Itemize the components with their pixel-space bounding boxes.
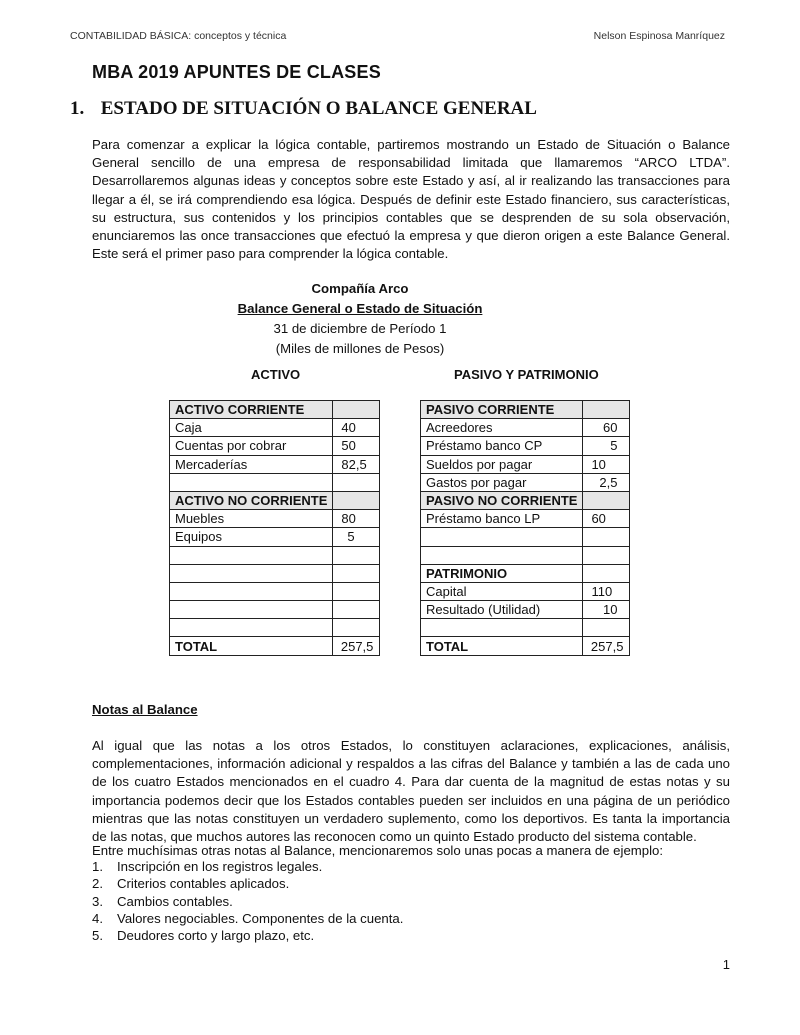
balance-title: Balance General o Estado de Situación [237,301,483,316]
row-value: 40 [333,419,380,437]
table-row [421,473,630,491]
running-header-right: Nelson Espinosa Manríquez [593,30,725,42]
section-title: ESTADO DE SITUACIÓN O BALANCE GENERAL [100,98,537,119]
row-label: Equipos [170,528,333,546]
assets-heading: ACTIVO [251,367,301,382]
table-row [421,491,630,509]
row-value: 60 [583,510,630,528]
row-label: Préstamo banco CP [421,437,583,455]
table-row [170,455,380,473]
notes-heading: Notas al Balance [92,702,198,717]
equity-header: PATRIMONIO [421,564,583,582]
running-header-left: CONTABILIDAD BÁSICA: conceptos y técnica [70,30,287,42]
table-row [421,528,630,546]
table-row [421,546,630,564]
row-value: 10 [583,455,630,473]
row-value: 2,5 [583,473,630,491]
row-label: Gastos por pagar [421,473,583,491]
assets-total-value: 257,5 [333,637,380,655]
liabilities-table [420,400,630,656]
list-item: 2. Criterios contables aplicados. [92,876,290,892]
table-row [421,564,630,582]
row-value: 110 [583,582,630,600]
section-heading [70,98,537,120]
table-row [170,528,380,546]
assets-total-label: TOTAL [170,637,333,655]
table-row [170,401,380,419]
row-value: 60 [583,419,630,437]
page-number: 1 [722,957,730,972]
row-value: 82,5 [333,455,380,473]
table-row [170,437,380,455]
section-number: 1. [70,98,85,119]
liabilities-heading: PASIVO Y PATRIMONIO [454,367,599,382]
document-title: MBA 2019 APUNTES DE CLASES [92,62,381,82]
row-label: Resultado (Utilidad) [421,601,583,619]
row-value: 50 [333,437,380,455]
table-row [170,491,380,509]
row-label: Caja [170,419,333,437]
assets-current-header: ACTIVO CORRIENTE [170,401,333,419]
liabilities-total-value: 257,5 [583,637,630,655]
notes-paragraph: Al igual que las notas a los otros Estados, lo constituyen aclaraciones, explicaciones, análisis, complementaciones, información adicional y respaldos a las cifras del Balance y también a las de cada uno de los cuatro Estados mencionados en el cuadro 4. Para dar cuenta de la magnitud de estas notas y su importancia podemos decir que los Estados contables pueden ser incluidos en una página de un periódico mientras que las notas constituyen un verdadero suplemento, como los deportivos. Es tanta la importancia de las notas, que muchos autores las reconocen como un quinto Estado producto del sistema contable. [92,738,730,845]
liabilities-noncurrent-header: PASIVO NO CORRIENTE [421,491,583,509]
row-label: Sueldos por pagar [421,455,583,473]
row-value: 5 [583,437,630,455]
list-item: 4. Valores negociables. Componentes de la cuenta. [92,910,404,926]
table-row [170,510,380,528]
row-label: Mercaderías [170,455,333,473]
company-name: Compañía Arco [311,281,409,296]
liabilities-current-header: PASIVO CORRIENTE [421,401,583,419]
table-row [170,473,380,491]
notes-list [92,858,403,944]
table-row [170,564,380,582]
list-item: 1. Inscripción en los registros legales. [92,859,323,874]
table-row [170,619,380,637]
balance-date: 31 de diciembre de Período 1 [273,321,447,336]
balance-caption [0,279,720,359]
table-row [170,637,380,655]
table-row [170,546,380,564]
list-item: 5. Deudores corto y largo plazo, etc. [92,928,315,944]
table-row [421,419,630,437]
intro-paragraph: Para comenzar a explicar la lógica contable, partiremos mostrando un Estado de Situación o Balance General sencillo de una empresa de responsabilidad limitada que llamaremos “ARCO LTDA”. Desarrollaremos algunas ideas y conceptos sobre este Estado y así, al ir realizando las transacciones para llegar a él, se irá comprendiendo esa lógica. Después de definir este Estado financiero, sus características, su estructura, sus contenidos y los principios contables que se desprenden de su sola observación, enunciaremos las once transacciones que efectuó la empresa y que dieron origen a este Balance General. Este será el primer paso para comprender la lógica contable. [92,137,730,262]
assets-noncurrent-header: ACTIVO NO CORRIENTE [170,491,333,509]
table-row [421,401,630,419]
liabilities-total-label: TOTAL [421,637,583,655]
table-row [421,582,630,600]
row-value: 10 [583,601,630,619]
row-label: Acreedores [421,419,583,437]
table-row [421,455,630,473]
notes-intro: Entre muchísimas otras notas al Balance, mencionaremos solo unas pocas a manera de ejemplo: [92,843,664,858]
table-row [421,619,630,637]
assets-table [169,400,380,656]
row-label: Préstamo banco LP [421,510,583,528]
table-row [170,582,380,600]
table-row [421,601,630,619]
row-value: 5 [333,528,380,546]
balance-units: (Miles de millones de Pesos) [275,341,445,356]
row-label: Muebles [170,510,333,528]
table-row [421,637,630,655]
table-row [170,601,380,619]
list-item: 3. Cambios contables. [92,893,233,909]
row-label: Cuentas por cobrar [170,437,333,455]
row-value: 80 [333,510,380,528]
table-row [421,510,630,528]
table-row [170,419,380,437]
table-row [421,437,630,455]
row-label: Capital [421,582,583,600]
